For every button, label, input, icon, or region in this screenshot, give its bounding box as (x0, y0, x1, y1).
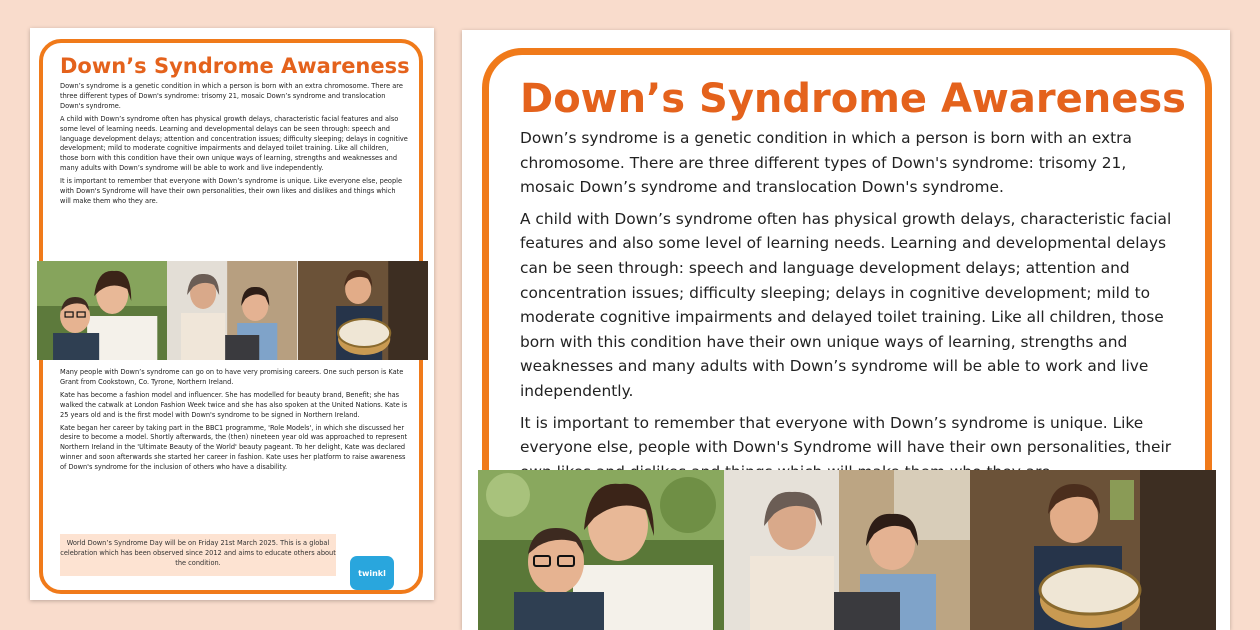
intro-text (60, 82, 408, 210)
world-down-syndrome-day-callout: World Down’s Syndrome Day will be on Friday 21st March 2025. This is a global celebration which has been observed since 2012 and aims to educate others about the condition. (60, 534, 336, 576)
twinkl-logo: twinkl (350, 556, 394, 590)
intro-text-large (520, 126, 1180, 491)
photo-mother-and-son (37, 261, 167, 360)
photo-boy-with-drum (298, 261, 428, 360)
intro-paragraph-3: It is important to remember that everyone with Down’s syndrome is unique. Like everyone else, people with Down's Syndrome will have their own personalities, their own likes and dislikes and things which will make them who they are. (60, 177, 403, 205)
photo-learning-at-laptop-large (724, 470, 970, 630)
photo-strip-large (478, 470, 1216, 630)
intro-paragraph-2: A child with Down’s syndrome often has physical growth delays, characteristic facial features and also some level of learning needs. Learning and developmental delays can be seen through: speech and language development delays; attention and concentration issues; difficulty sleeping; delays in cognitive development; mild to moderate cognitive impairments and delayed toilet training. Like all children, those born with this condition have their own unique ways of learning, strengths and weaknesses and many adults with Down’s syndrome will be able to work and live independently. (60, 114, 408, 173)
intro-paragraph-3-large: It is important to remember that everyone with Down’s syndrome is unique. Like everyone else, people with Down's Syndrome will have their own personalities, their (520, 413, 1172, 457)
page-zoomed-view[interactable] (462, 30, 1230, 630)
kate-paragraph-1: Many people with Down’s syndrome can go on to have very promising careers. One such person is Kate Grant from Cookstown, Co. Tyrone, Northern Ireland. (60, 368, 404, 386)
page-title: Down’s Syndrome Awareness (60, 54, 410, 78)
photo-learning-at-laptop (167, 261, 297, 360)
intro-paragraph-1: Down’s syndrome is a genetic condition in which a person is born with an extra chromosome. There are three different types of Down's syndrome: trisomy 21, mosaic Down’s syndrome and translocation Down's syndrome. (60, 82, 403, 110)
photo-mother-and-son-large (478, 470, 724, 630)
page-preview-small[interactable] (30, 28, 434, 600)
intro-paragraph-2-large: A child with Down’s syndrome often has physical growth delays, characteristic facial features and also some level of learning needs. Learning and developmental delays can be seen through: speech and language development delays; attention and concentration issues; difficulty sleeping; delays in cognitive development; mild to moderate cognitive impairments and delayed toilet training. Like all children, those born with this condition have their own unique ways of learning, strengths and weaknesses and many adults with Down’s syndrome will be able to work and live independently. (520, 209, 1172, 400)
photo-strip (37, 261, 428, 360)
intro-paragraph-1-large: Down’s syndrome is a genetic condition in which a person is born with an extra chromosome. There are three different types of Down's syndrome: trisomy 21, mosaic Down’s syndrome and translocation Down's syndrome. (520, 129, 1132, 197)
kate-text (60, 368, 408, 476)
page-title-large: Down’s Syndrome Awareness (520, 76, 1186, 122)
photo-boy-with-drum-large (970, 470, 1216, 630)
kate-paragraph-3: Kate began her career by taking part in the BBC1 programme, 'Role Models', in which she discussed her desire to become a model. Shortly afterwards, the (then) nineteen year old was approached to represent Northern Ireland in the 'Ultimate Beauty of the World' beauty pageant. To her delight, Kate was declared winner and soon afterwards she started her career in fashion. Kate uses her platform to raise awareness of Down's syndrome for the inclusion of others who have a disability. (60, 423, 408, 472)
kate-paragraph-2: Kate has become a fashion model and influencer. She has modelled for beauty brand, Benefit; she has walked the catwalk at London Fashion Week twice and she has also spoken at the United Nations. Kate is 25 years old and is the first model with Down's syndrome to be signed in Northern Ireland. (60, 390, 408, 419)
